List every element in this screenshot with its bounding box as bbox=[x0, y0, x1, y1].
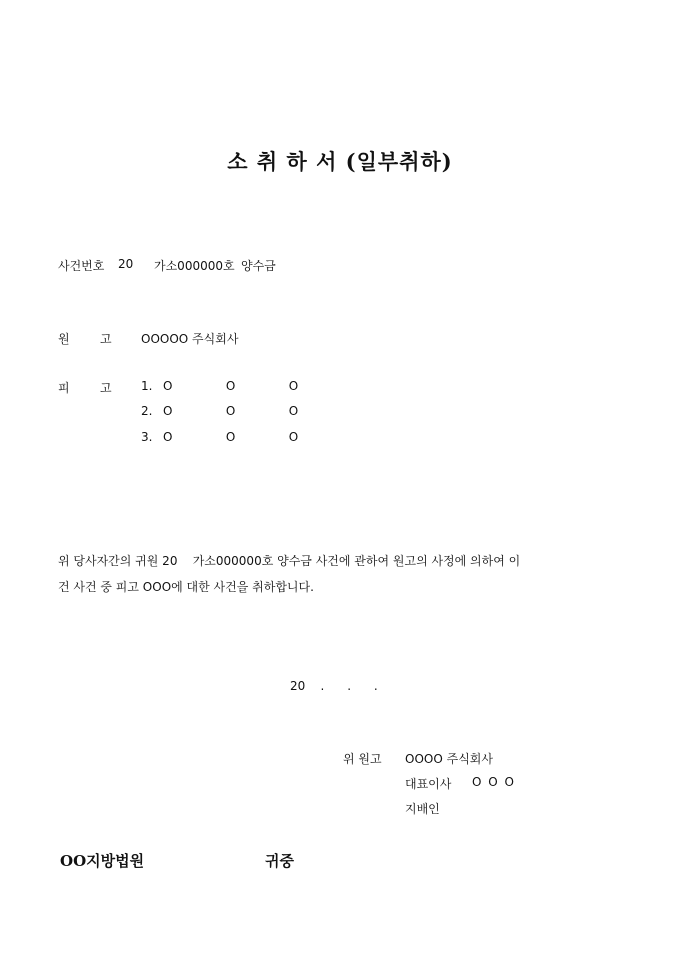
representative-name: O O O bbox=[472, 775, 514, 789]
signer-prefix: 위 원고 bbox=[343, 752, 382, 766]
defendant-number: 3. bbox=[141, 430, 153, 444]
signer-company: OOOO 주식회사 bbox=[405, 752, 493, 766]
plaintiff-label-char1: 원 bbox=[58, 332, 70, 346]
defendant-name: O O O bbox=[163, 404, 299, 418]
body-text-line1: 위 당사자간의 귀원 20 가소000000호 양수금 사건에 관하여 원고의 사정에 의하여 이 bbox=[58, 554, 521, 568]
plaintiff-label-char2: 고 bbox=[100, 332, 112, 346]
manager-label: 지배인 bbox=[405, 802, 440, 816]
case-name: 양수금 bbox=[241, 259, 276, 273]
defendant-label-char1: 피 bbox=[58, 381, 70, 395]
court-name: OO지방법원 bbox=[60, 852, 145, 870]
defendant-name: O O O bbox=[163, 379, 299, 393]
case-label: 사건번호 bbox=[58, 259, 105, 273]
case-number: 가소000000호 bbox=[154, 259, 235, 273]
plaintiff-name: OOOOO 주식회사 bbox=[141, 332, 239, 346]
defendant-number: 1. bbox=[141, 379, 153, 393]
body-text-line2: 건 사건 중 피고 OOO에 대한 사건을 취하합니다. bbox=[58, 580, 314, 594]
date-line: 20 . . . bbox=[290, 679, 378, 693]
document-title: 소 취 하 서 (일부취하) bbox=[227, 149, 453, 174]
case-year: 20 bbox=[118, 257, 134, 271]
defendant-number: 2. bbox=[141, 404, 153, 418]
defendant-label-char2: 고 bbox=[100, 381, 112, 395]
representative-label: 대표이사 bbox=[405, 777, 452, 791]
honorific: 귀중 bbox=[265, 852, 294, 870]
defendant-name: O O O bbox=[163, 430, 299, 444]
